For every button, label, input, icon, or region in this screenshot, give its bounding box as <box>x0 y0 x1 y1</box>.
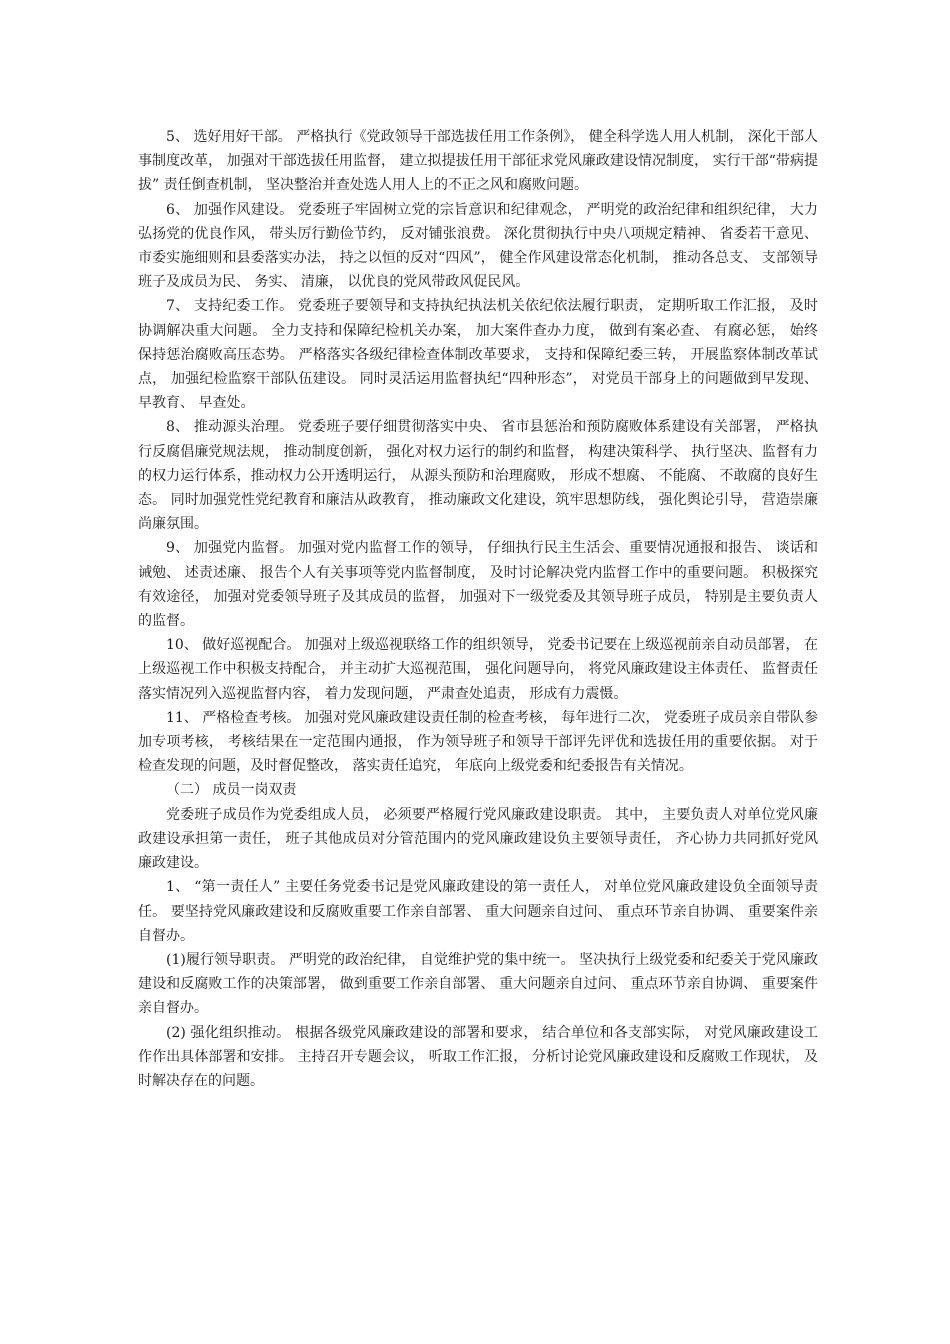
paragraph-item-11: 11、 严格检查考核。 加强对党风廉政建设责任制的检查考核， 每年进行二次， 党委班子成员亲自带队参加专项考核， 考核结果在一定范围内通报， 作为领导班子和领导干部评先评优和选拔任用的重要依据。 对于检查发现的问题，及时督促整改， 落实责任追究， 年底向上级党委和纪委报告有关情况。 <box>138 709 818 775</box>
paragraph-item-5: 5、 选好用好干部。 严格执行《党政领导干部选拔任用工作条例》， 健全科学选人用人机制， 深化干部人事制度改革， 加强对干部选拔任用监督， 建立拟提拔任用干部征求党风廉政建设情况制度， 实行干部“带病提拔” 责任倒查机制， 坚决整治并查处选人用人上的不正之风和腐败问题。 <box>138 129 818 194</box>
paragraph-first-responsible: 1、 “第一责任人” 主要任务党委书记是党风廉政建设的第一责任人， 对单位党风廉政建设负全面领导责任。 要坚持党风廉政建设和反腐败重要工作亲自部署、 重大问题亲自过问、 重点环节亲自协调、 重要案件亲自督办。 <box>138 879 818 944</box>
paragraph-sub-1: (1)履行领导职责。 严明党的政治纪律， 自觉维护党的集中统一。 坚决执行上级党委和纪委关于党风廉政建设和反腐败工作的决策部署， 做到重要工作亲自部署、 重大问题亲自过问、 重点环节亲自协调、 重要案件亲自督办。 <box>138 951 818 1017</box>
paragraph-item-8: 8、 推动源头治理。 党委班子要仔细贯彻落实中央、 省市县惩治和预防腐败体系建设有关部署， 严格执行反腐倡廉党规法规， 推动制度创新， 强化对权力运行的制约和监督， 构建决策科学、 执行坚决、监督有力的权力运行体系，推动权力公开透明运行， 从源头预防和治理腐败， 形成不想腐、 不能腐、 不敢腐的良好生态。 同时加强党性党纪教育和廉洁从政教育， 推动廉政文化建设，筑牢思想防线， 强化舆论引导， 营造崇廉尚廉氛围。 <box>138 419 818 533</box>
paragraph-item-9: 9、 加强党内监督。 加强对党内监督工作的领导， 仔细执行民主生活会、重要情况通报和报告、 谈话和诫勉、 述责述廉、 报告个人有关事项等党内监督制度， 及时讨论解决党内监督工作中的重要问题。 积极探究有效途径， 加强对党委领导班子及其成员的监督， 加强对下一级党委及其领导班子成员， 特别是主要负责人的监督。 <box>138 540 818 630</box>
paragraph-item-7: 7、 支持纪委工作。 党委班子要领导和支持执纪执法机关依纪依法履行职责， 定期听取工作汇报， 及时协调解决重大问题。 全力支持和保障纪检机关办案， 加大案件查办力度， 做到有案必查、 有腐必惩， 始终保持惩治腐败高压态势。 严格落实各级纪律检查体制改革要求， 支持和保障纪委三转， 开展监察体制改革试点， 加强纪检监察干部队伍建设。 同时灵活运用监督执纪“四种形态”， 对党员干部身上的问题做到早发现、 早教育、 早查处。 <box>138 298 818 412</box>
paragraph-intro: 党委班子成员作为党委组成人员， 必须要严格履行党风廉政建设职责。 其中， 主要负责人对单位党风廉政建设承担第一责任， 班子其他成员对分管范围内的党风廉政建设负主要领导责任， 齐心协力共同抓好党风廉政建设。 <box>138 806 818 872</box>
section-heading: （二） 成员一岗双责 <box>166 782 297 799</box>
paragraph-item-6: 6、 加强作风建设。 党委班子牢固树立党的宗旨意识和纪律观念， 严明党的政治纪律和组织纪律， 大力弘扬党的优良作风， 带头厉行勤俭节约， 反对铺张浪费。 深化贯彻执行中央八项规定精神、 省委若干意见、 市委实施细则和县委落实办法， 持之以恒的反对“四风”， 健全作风建设常态化机制， 推动各总支、 支部领导班子及成员为民、 务实、 清廉， 以优良的党风带政风促民风。 <box>138 201 818 291</box>
paragraph-item-10: 10、 做好巡视配合。 加强对上级巡视联络工作的组织领导， 党委书记要在上级巡视前亲自动员部署， 在上级巡视工作中积极支持配合， 并主动扩大巡视范围， 强化问题导向， 将党风廉政建设主体责任、 监督责任落实情况列入巡视监督内容， 着力发现问题， 严肃查处追责， 形成有力震慑。 <box>138 637 818 702</box>
paragraph-sub-2: (2) 强化组织推动。 根据各级党风廉政建设的部署和要求， 结合单位和各支部实际， 对党风廉政建设工作作出具体部署和安排。 主持召开专题会议， 听取工作汇报， 分析讨论党风廉政建设和反腐败工作现状， 及时解决存在的问题。 <box>138 1024 818 1089</box>
document-body <box>138 125 818 1093</box>
